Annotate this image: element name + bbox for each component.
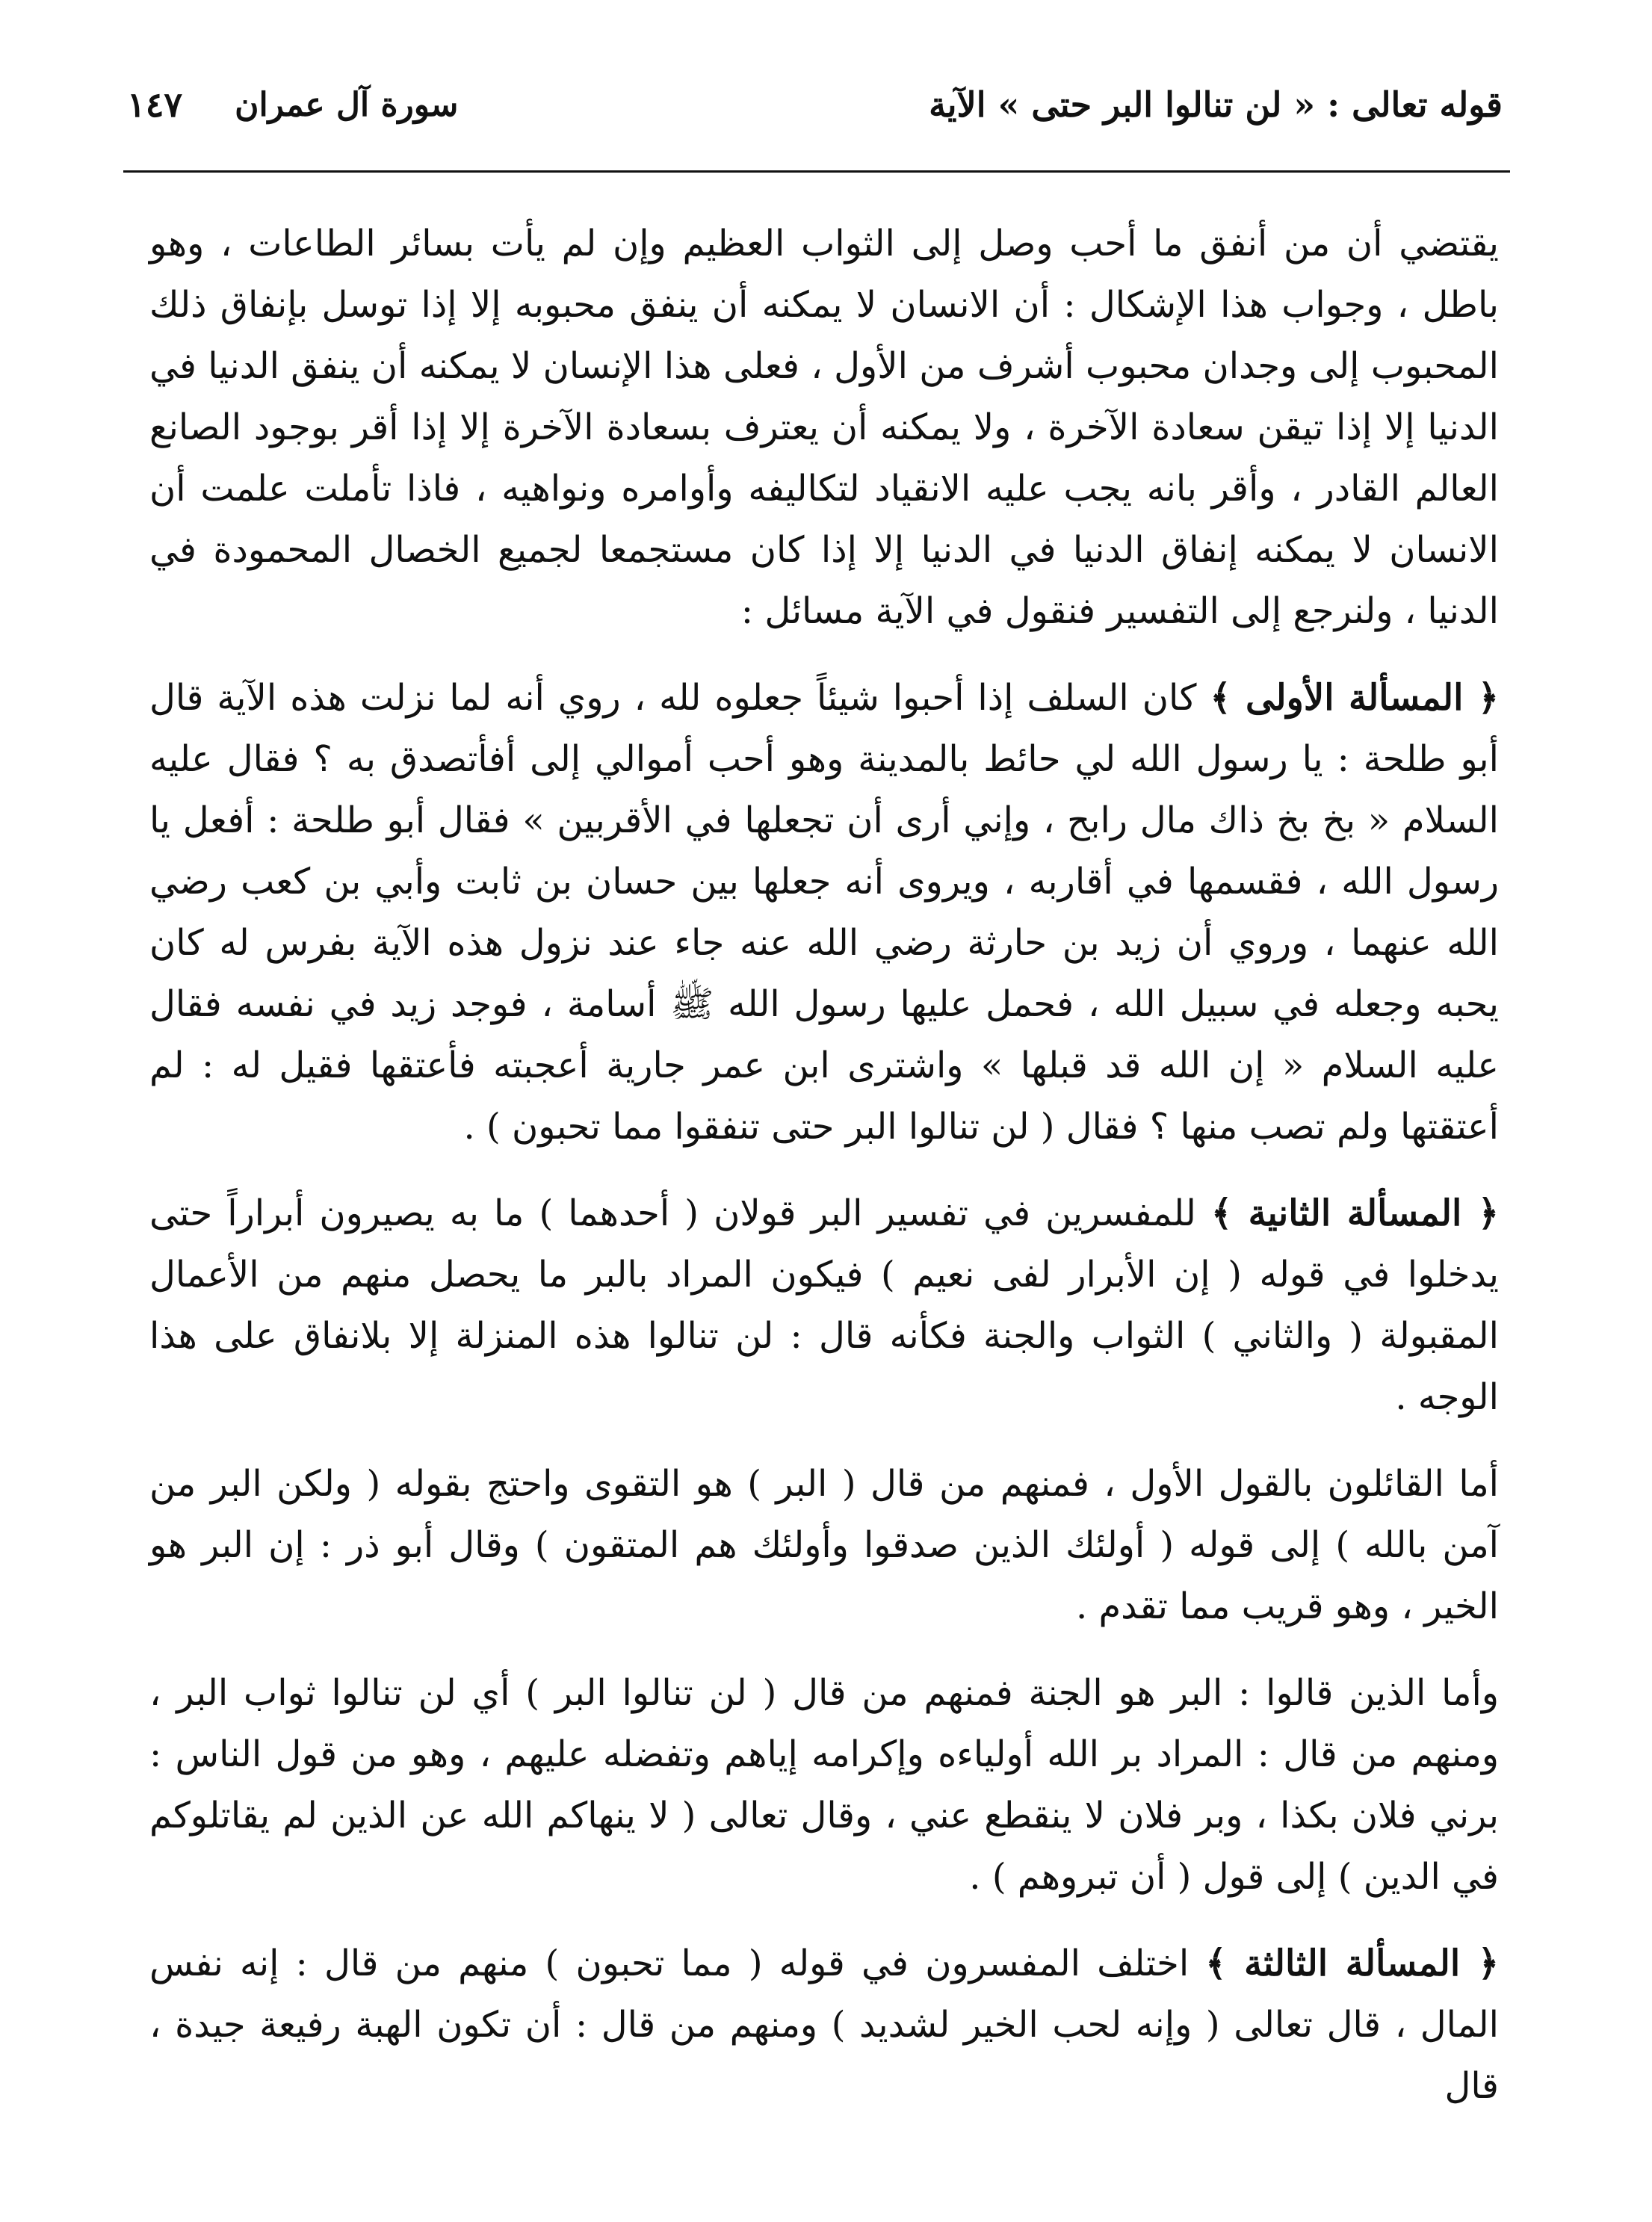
running-title: قوله تعالى : « لن تنالوا البر حتى » الآية bbox=[929, 84, 1503, 125]
paragraph-text: أما القائلون بالقول الأول ، فمنهم من قال ( البر ) هو التقوى واحتج بقوله ( ولكن البر من آمن بالله ) إلى قوله ( أولئك الذين صدقوا وأولئك هم المتقون ) وقال أبو ذر : إن البر هو الخير ، وهو قريب مما تقدم . bbox=[149, 1463, 1499, 1627]
page-number: ١٤٧ bbox=[127, 84, 183, 125]
header-divider bbox=[123, 170, 1510, 173]
page-header bbox=[127, 64, 1503, 146]
paragraph-text: وأما الذين قالوا : البر هو الجنة فمنهم من قال ( لن تنالوا البر ) أي لن تنالوا ثواب البر ، ومنهم من قال : المراد بر الله أولياءه وإكرامه إياهم وتفضله عليهم ، وهو من قول الناس : برني فلان بكذا ، وبر فلان لا ينقطع عني ، وقال تعالى ( لا ينهاكم الله عن الذين لم يقاتلوكم في الدين ) إلى قول ( أن تبروهم ) . bbox=[149, 1672, 1499, 1898]
paragraph bbox=[149, 1453, 1499, 1637]
paragraph-issue-three bbox=[149, 1933, 1499, 2117]
issue-heading: ﴿ المسألة الثانية ﴾ bbox=[1210, 1192, 1499, 1234]
paragraph bbox=[149, 213, 1499, 642]
paragraph bbox=[149, 1662, 1499, 1907]
paragraph-issue-one bbox=[149, 667, 1499, 1157]
paragraph-text: للمفسرين في تفسير البر قولان ( أحدهما ) ما به يصيرون أبراراً حتى يدخلوا في قوله ( إن الأبرار لفى نعيم ) فيكون المراد بالبر ما يحصل منهم من الأعمال المقبولة ( والثاني ) الثواب والجنة فكأنه قال : لن تنالوا هذه المنزلة إلا بلانفاق على هذا الوجه . bbox=[149, 1192, 1499, 1418]
paragraph-text: كان السلف إذا أحبوا شيئاً جعلوه لله ، روي أنه لما نزلت هذه الآية قال أبو طلحة : يا رسول الله لي حائط بالمدينة وهو أحب أموالي إلى أفأتصدق به ؟ فقال عليه السلام « بخ بخ ذاك مال رابح ، وإني أرى أن تجعلها في الأقربين » فقال أبو طلحة : أفعل يا رسول الله ، فقسمها في أقاربه ، ويروى أنه جعلها بين حسان بن ثابت وأبي بن كعب رضي الله عنهما ، وروي أن زيد بن حارثة رضي الله عنه جاء عند نزول هذه الآية بفرس له كان يحبه وجعله في سبيل الله ، فحمل عليها رسول الله ﷺ أسامة ، فوجد زيد في نفسه فقال عليه السلام « إن الله قد قبلها » واشترى ابن عمر جارية أعجبته فأعتقها فقيل له : لم أعتقتها ولم تصب منها ؟ فقال ( لن تنالوا البر حتى تنفقوا مما تحبون ) . bbox=[149, 677, 1499, 1148]
paragraph-text: اختلف المفسرون في قوله ( مما تحبون ) منهم من قال : إنه نفس المال ، قال تعالى ( وإنه لحب الخير لشديد ) ومنهم من قال : أن تكون الهبة رفيعة جيدة ، قال bbox=[149, 1943, 1500, 2107]
surah-name: سورة آل عمران bbox=[235, 85, 459, 124]
issue-heading: ﴿ المسألة الأولى ﴾ bbox=[1210, 677, 1500, 719]
paragraph-text: يقتضي أن من أنفق ما أحب وصل إلى الثواب العظيم وإن لم يأت بسائر الطاعات ، وهو باطل ، وجواب هذا الإشكال : أن الانسان لا يمكنه أن ينفق محبوبه إلا إذا توسل بإنفاق ذلك المحبوب إلى وجدان محبوب أشرف من الأول ، فعلى هذا الإنسان لا يمكنه أن ينفق الدنيا في الدنيا إلا إذا تيقن سعادة الآخرة ، ولا يمكنه أن يعترف بسعادة الآخرة إلا إذا أقر بوجود الصانع العالم القادر ، وأقر بانه يجب عليه الانقياد لتكاليفه وأوامره ونواهيه ، فاذا تأملت علمت أن الانسان لا يمكنه إنفاق الدنيا في الدنيا إلا إذا كان مستجمعا لجميع الخصال المحمودة في الدنيا ، ولنرجع إلى التفسير فنقول في الآية مسائل : bbox=[149, 223, 1500, 632]
issue-heading: ﴿ المسألة الثالثة ﴾ bbox=[1205, 1943, 1500, 1984]
paragraph-issue-two bbox=[149, 1183, 1499, 1428]
main-text bbox=[149, 213, 1499, 2142]
header-left-group bbox=[127, 84, 458, 125]
